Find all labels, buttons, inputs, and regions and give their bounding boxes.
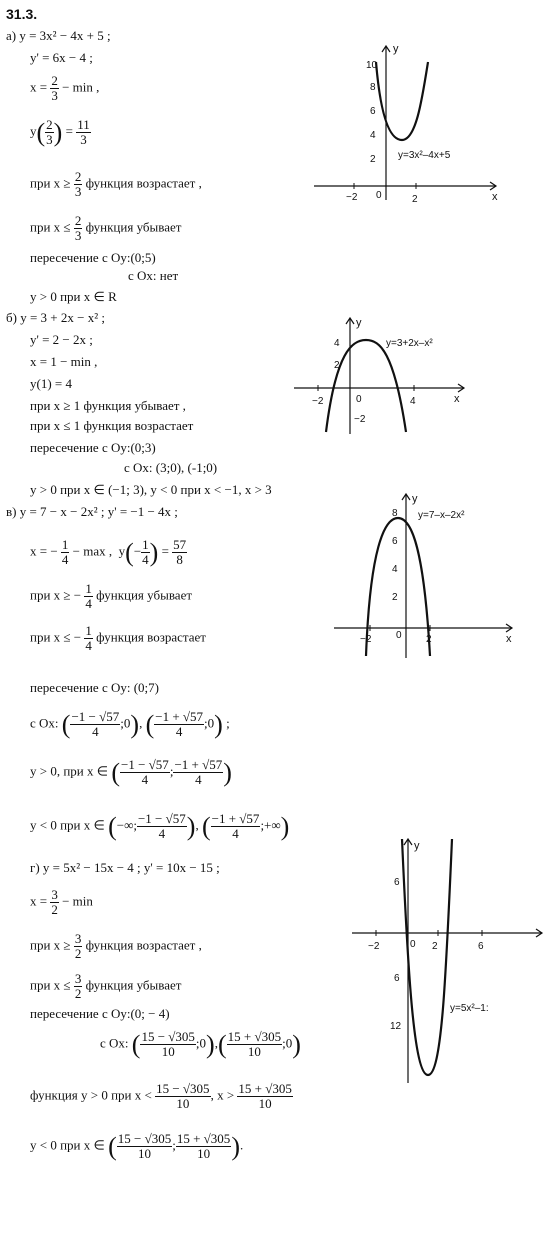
part-a-min-suffix: − min , [62, 79, 100, 95]
y-tick-label: 6 [394, 973, 400, 984]
part-b-oy: пересечение с Oy:(0;3) [30, 440, 156, 455]
numerator: 15 + √305 [227, 1029, 282, 1044]
parabola-curve [376, 62, 428, 140]
part-a-increase-fraction [74, 170, 83, 199]
x-axis-label: x [506, 633, 512, 645]
x-tick-label: −2 [312, 396, 324, 407]
part-v-decrease [30, 582, 192, 611]
denominator: 4 [141, 772, 149, 787]
equals: = [161, 543, 169, 559]
x-tick-label: −2 [346, 192, 358, 203]
part-b-value: y(1) = 4 [30, 376, 72, 391]
part-b-graph [290, 312, 470, 437]
part-v-value-result [172, 538, 187, 567]
part-a-min [30, 74, 99, 103]
root-fraction [155, 1082, 210, 1111]
root-fraction [227, 1030, 282, 1059]
part-v-oy: пересечение с Oy: (0;7) [30, 680, 159, 695]
numerator: 15 − √305 [141, 1029, 195, 1044]
part-a-increase-prefix: при x ≥ [30, 175, 71, 191]
part-g-min-prefix: x = [30, 893, 48, 909]
numerator: −1 + √57 [174, 757, 223, 772]
part-g-increase-prefix: при x ≥ [30, 937, 71, 953]
part-b-min: x = 1 − min , [30, 354, 98, 369]
numerator: 3 [74, 931, 82, 946]
part-g-min-fraction [50, 888, 59, 917]
part-g-negative-prefix: y < 0 при x ∈ [30, 1137, 105, 1153]
x-tick-label: 2 [412, 194, 418, 205]
denominator: 4 [85, 596, 92, 611]
part-a-decrease-prefix: при x ≤ [30, 219, 71, 235]
numerator: 2 [74, 213, 82, 228]
numerator: 15 + √305 [176, 1131, 231, 1146]
root-fraction [140, 1030, 195, 1059]
part-b-sign: y > 0 при x ∈ (−1; 3), y < 0 при x < −1, x > 3 [30, 482, 272, 497]
y-tick-label: 2 [334, 360, 340, 371]
parabola-curve [402, 839, 452, 1075]
denominator: 3 [51, 88, 58, 103]
part-v-ox: с Ox: ( $\frac{-1 - √57}{4}$ ;0), ( $\frac{-1 + √57}{4}$ ;0) ; [30, 709, 230, 739]
part-a-increase-suffix: функция возрастает , [85, 175, 202, 191]
pos-infinity: ;+∞ [260, 817, 281, 833]
denominator: 3 [74, 228, 82, 243]
part-v-max-suffix: − max , [72, 543, 113, 559]
part-b-increase: при x ≤ 1 функция возрастает [30, 418, 194, 433]
zero: ;0 [120, 715, 131, 731]
root-fraction [117, 1132, 172, 1161]
x-tick-label: 0 [396, 630, 402, 641]
y-axis-label: y [412, 493, 418, 505]
part-g-min-suffix: − min [62, 893, 93, 909]
denominator: 3 [74, 184, 82, 199]
part-a-value-prefix: y [30, 123, 37, 139]
part-b-decrease: при x ≥ 1 функция убывает , [30, 398, 186, 413]
part-v-negative-prefix: y < 0 при x ∈ [30, 817, 105, 833]
numerator: −1 + √57 [211, 811, 260, 826]
root-fraction [120, 758, 170, 787]
part-v-positive-prefix: y > 0, при x ∈ [30, 763, 109, 779]
part-v-decrease-fraction [84, 582, 93, 611]
root-fraction [154, 710, 204, 739]
part-g-increase [30, 932, 202, 961]
part-g-decrease-suffix: функция убывает [85, 977, 182, 993]
x-tick-label: 4 [410, 396, 416, 407]
root-fraction [70, 710, 120, 739]
y-axis-label: y [414, 840, 420, 852]
part-v-value-arg [141, 538, 150, 567]
y-tick-label: 2 [392, 592, 398, 603]
x-axis-label: x [492, 191, 498, 203]
part-a-value-arg [45, 118, 54, 147]
part-v-increase-prefix: при x ≤ − [30, 629, 82, 645]
part-a-min-fraction [50, 74, 59, 103]
part-v-max-fraction [61, 538, 70, 567]
part-a-title: а) y = 3x² − 4x + 5 ; [6, 28, 111, 43]
part-g-min [30, 888, 93, 917]
part-g-oy: пересечение с Oy:(0; − 4) [30, 1006, 170, 1021]
part-g-decrease-fraction [74, 972, 83, 1001]
part-v-max: x = − $\frac{1}{4}$ − max , y(− $\frac{1}{4}$ ) = $\frac{57}{8}$ [30, 537, 187, 567]
part-a-graph [310, 40, 510, 210]
separator: ; [172, 1137, 176, 1153]
graph-label: y=5x²–1: [450, 1003, 489, 1014]
numerator: 57 [173, 537, 187, 552]
part-a-decrease-fraction [74, 214, 83, 243]
graph-label: y=3+2x–x² [386, 338, 433, 349]
root-fraction [173, 758, 223, 787]
numerator: 1 [61, 537, 69, 552]
part-g-positive [30, 1082, 293, 1111]
denominator: 3 [80, 132, 87, 147]
part-b-title: б) y = 3 + 2x − x² ; [6, 310, 105, 325]
denominator: 4 [195, 772, 202, 787]
part-g-ox-prefix: с Ox: [100, 1035, 129, 1051]
end: . [239, 1137, 244, 1153]
part-v-decrease-suffix: функция убывает [96, 587, 193, 603]
part-v-title: в) y = 7 − x − 2x² ; y' = −1 − 4x ; [6, 504, 178, 519]
denominator: 4 [85, 638, 92, 653]
y-tick-label: 8 [370, 82, 376, 93]
separator: , x > [210, 1087, 235, 1103]
denominator: 2 [74, 946, 82, 961]
numerator: 11 [77, 117, 90, 132]
numerator: 3 [51, 887, 58, 902]
part-v-increase [30, 624, 206, 653]
denominator: 3 [46, 132, 53, 147]
part-v-max-prefix: x = − [30, 543, 58, 559]
x-tick-label: −2 [368, 941, 380, 952]
x-tick-label: 6 [478, 941, 484, 952]
y-tick-label: 2 [370, 154, 376, 165]
y-tick-label: 4 [392, 564, 398, 575]
y-tick-label: 4 [334, 338, 340, 349]
x-tick-label: 0 [376, 190, 382, 201]
part-v-value-sign: − [133, 543, 142, 559]
part-a-value: y( $\frac{2}{3}$ ) = $\frac{11}{3}$ [30, 117, 90, 147]
neg-infinity: −∞; [116, 817, 137, 833]
denominator: 10 [258, 1096, 272, 1111]
part-g-ox: с Ox: ( $\frac{15 - √305}{10}$ ;0),( $\frac{15 + √305}{10}$ ;0) [100, 1029, 301, 1059]
y-axis-label: y [356, 317, 362, 329]
part-g-positive-prefix: функция y > 0 при x < [30, 1087, 152, 1103]
denominator: 4 [232, 826, 239, 841]
y-axis-label: y [393, 43, 399, 55]
x-tick-label: 0 [356, 394, 362, 405]
zero: ;0 [204, 715, 215, 731]
y-tick-label: 12 [390, 1021, 402, 1032]
graph-label: y=3x²–4x+5 [398, 150, 451, 161]
denominator: 10 [197, 1146, 211, 1161]
part-g-increase-fraction [74, 932, 83, 961]
x-tick-label: −2 [360, 634, 372, 645]
denominator: 8 [176, 552, 183, 567]
part-v-value-prefix: y [118, 543, 126, 559]
root-fraction [176, 1132, 231, 1161]
numerator: 2 [51, 73, 58, 88]
part-g-graph [350, 835, 545, 1085]
y-tick-label: 6 [394, 877, 400, 888]
denominator: 4 [142, 552, 149, 567]
part-b-ox: с Ox: (3;0), (-1;0) [124, 460, 218, 475]
numerator: −1 − √57 [121, 757, 169, 772]
root-fraction [137, 812, 187, 841]
part-g-title: г) y = 5x² − 15x − 4 ; y' = 10x − 15 ; [30, 860, 220, 875]
y-tick-label: 8 [392, 508, 398, 519]
numerator: 2 [74, 169, 82, 184]
numerator: −1 − √57 [71, 709, 120, 724]
numerator: −1 + √57 [155, 709, 204, 724]
part-g-negative: y < 0 при x ∈ ( $\frac{15 - √305}{10}$ ; $\frac{15 + √305}{10}$ ). [30, 1131, 244, 1161]
part-a-decrease [30, 214, 181, 243]
y-tick-label: −2 [354, 414, 366, 425]
denominator: 4 [61, 552, 69, 567]
part-a-increase [30, 170, 202, 199]
zero: ;0 [282, 1035, 293, 1051]
part-a-ox: с Ox: нет [128, 268, 179, 283]
part-b-derivative: y' = 2 − 2x ; [30, 332, 93, 347]
root-fraction [211, 812, 261, 841]
part-g-increase-suffix: функция возрастает , [85, 937, 202, 953]
x-axis-label: x [454, 393, 460, 405]
part-a-oy: пересечение с Oy:(0;5) [30, 250, 156, 265]
denominator: 10 [247, 1044, 261, 1059]
denominator: 4 [92, 724, 99, 739]
y-tick-label: 6 [370, 106, 376, 117]
x-tick-label: 2 [426, 634, 432, 645]
y-tick-label: 4 [370, 130, 376, 141]
denominator: 10 [161, 1044, 175, 1059]
part-a-positive: y > 0 при x ∈ R [30, 289, 117, 304]
part-a-min-prefix: x = [30, 79, 48, 95]
root-fraction [237, 1082, 292, 1111]
part-g-decrease-prefix: при x ≤ [30, 977, 71, 993]
y-tick-label: 6 [392, 536, 398, 547]
denominator: 10 [137, 1146, 151, 1161]
numerator: 15 − √305 [117, 1131, 172, 1146]
part-v-increase-fraction [84, 624, 93, 653]
part-v-increase-suffix: функция возрастает [96, 629, 206, 645]
end: ; [226, 715, 230, 731]
denominator: 2 [51, 902, 58, 917]
equals: = [65, 123, 73, 139]
denominator: 4 [158, 826, 166, 841]
numerator: −1 − √57 [137, 811, 186, 826]
part-g-decrease [30, 972, 181, 1001]
denominator: 2 [74, 986, 82, 1001]
part-v-ox-prefix: с Ox: [30, 715, 59, 731]
parabola-curve [326, 340, 406, 432]
numerator: 3 [74, 971, 82, 986]
denominator: 10 [176, 1096, 190, 1111]
graph-label: y=7–x–2x² [418, 510, 465, 521]
numerator: 15 + √305 [238, 1081, 292, 1096]
part-v-decrease-prefix: при x ≥ − [30, 587, 82, 603]
denominator: 4 [175, 724, 183, 739]
y-tick-label: 10 [366, 60, 378, 71]
numerator: 1 [85, 623, 92, 638]
part-a-derivative: y' = 6x − 4 ; [30, 50, 93, 65]
part-v-negative: y < 0 при x ∈ (−∞; $\frac{-1 - √57}{4}$ ), ( $\frac{-1 + √57}{4}$ ;+∞) [30, 811, 290, 841]
problem-number: 31.3. [6, 6, 38, 22]
zero: ;0 [195, 1035, 207, 1051]
part-v-positive: y > 0, при x ∈ ( $\frac{-1 - √57}{4}$ ; $\frac{-1 + √57}{4}$ ) [30, 757, 232, 787]
numerator: 15 − √305 [156, 1081, 210, 1096]
x-tick-label: 2 [432, 941, 438, 952]
numerator: 2 [46, 117, 53, 132]
numerator: 1 [142, 537, 149, 552]
numerator: 1 [85, 581, 92, 596]
x-tick-label: 0 [410, 939, 416, 950]
part-v-graph [330, 490, 520, 660]
part-a-value-result [76, 118, 91, 147]
part-a-decrease-suffix: функция убывает [85, 219, 182, 235]
